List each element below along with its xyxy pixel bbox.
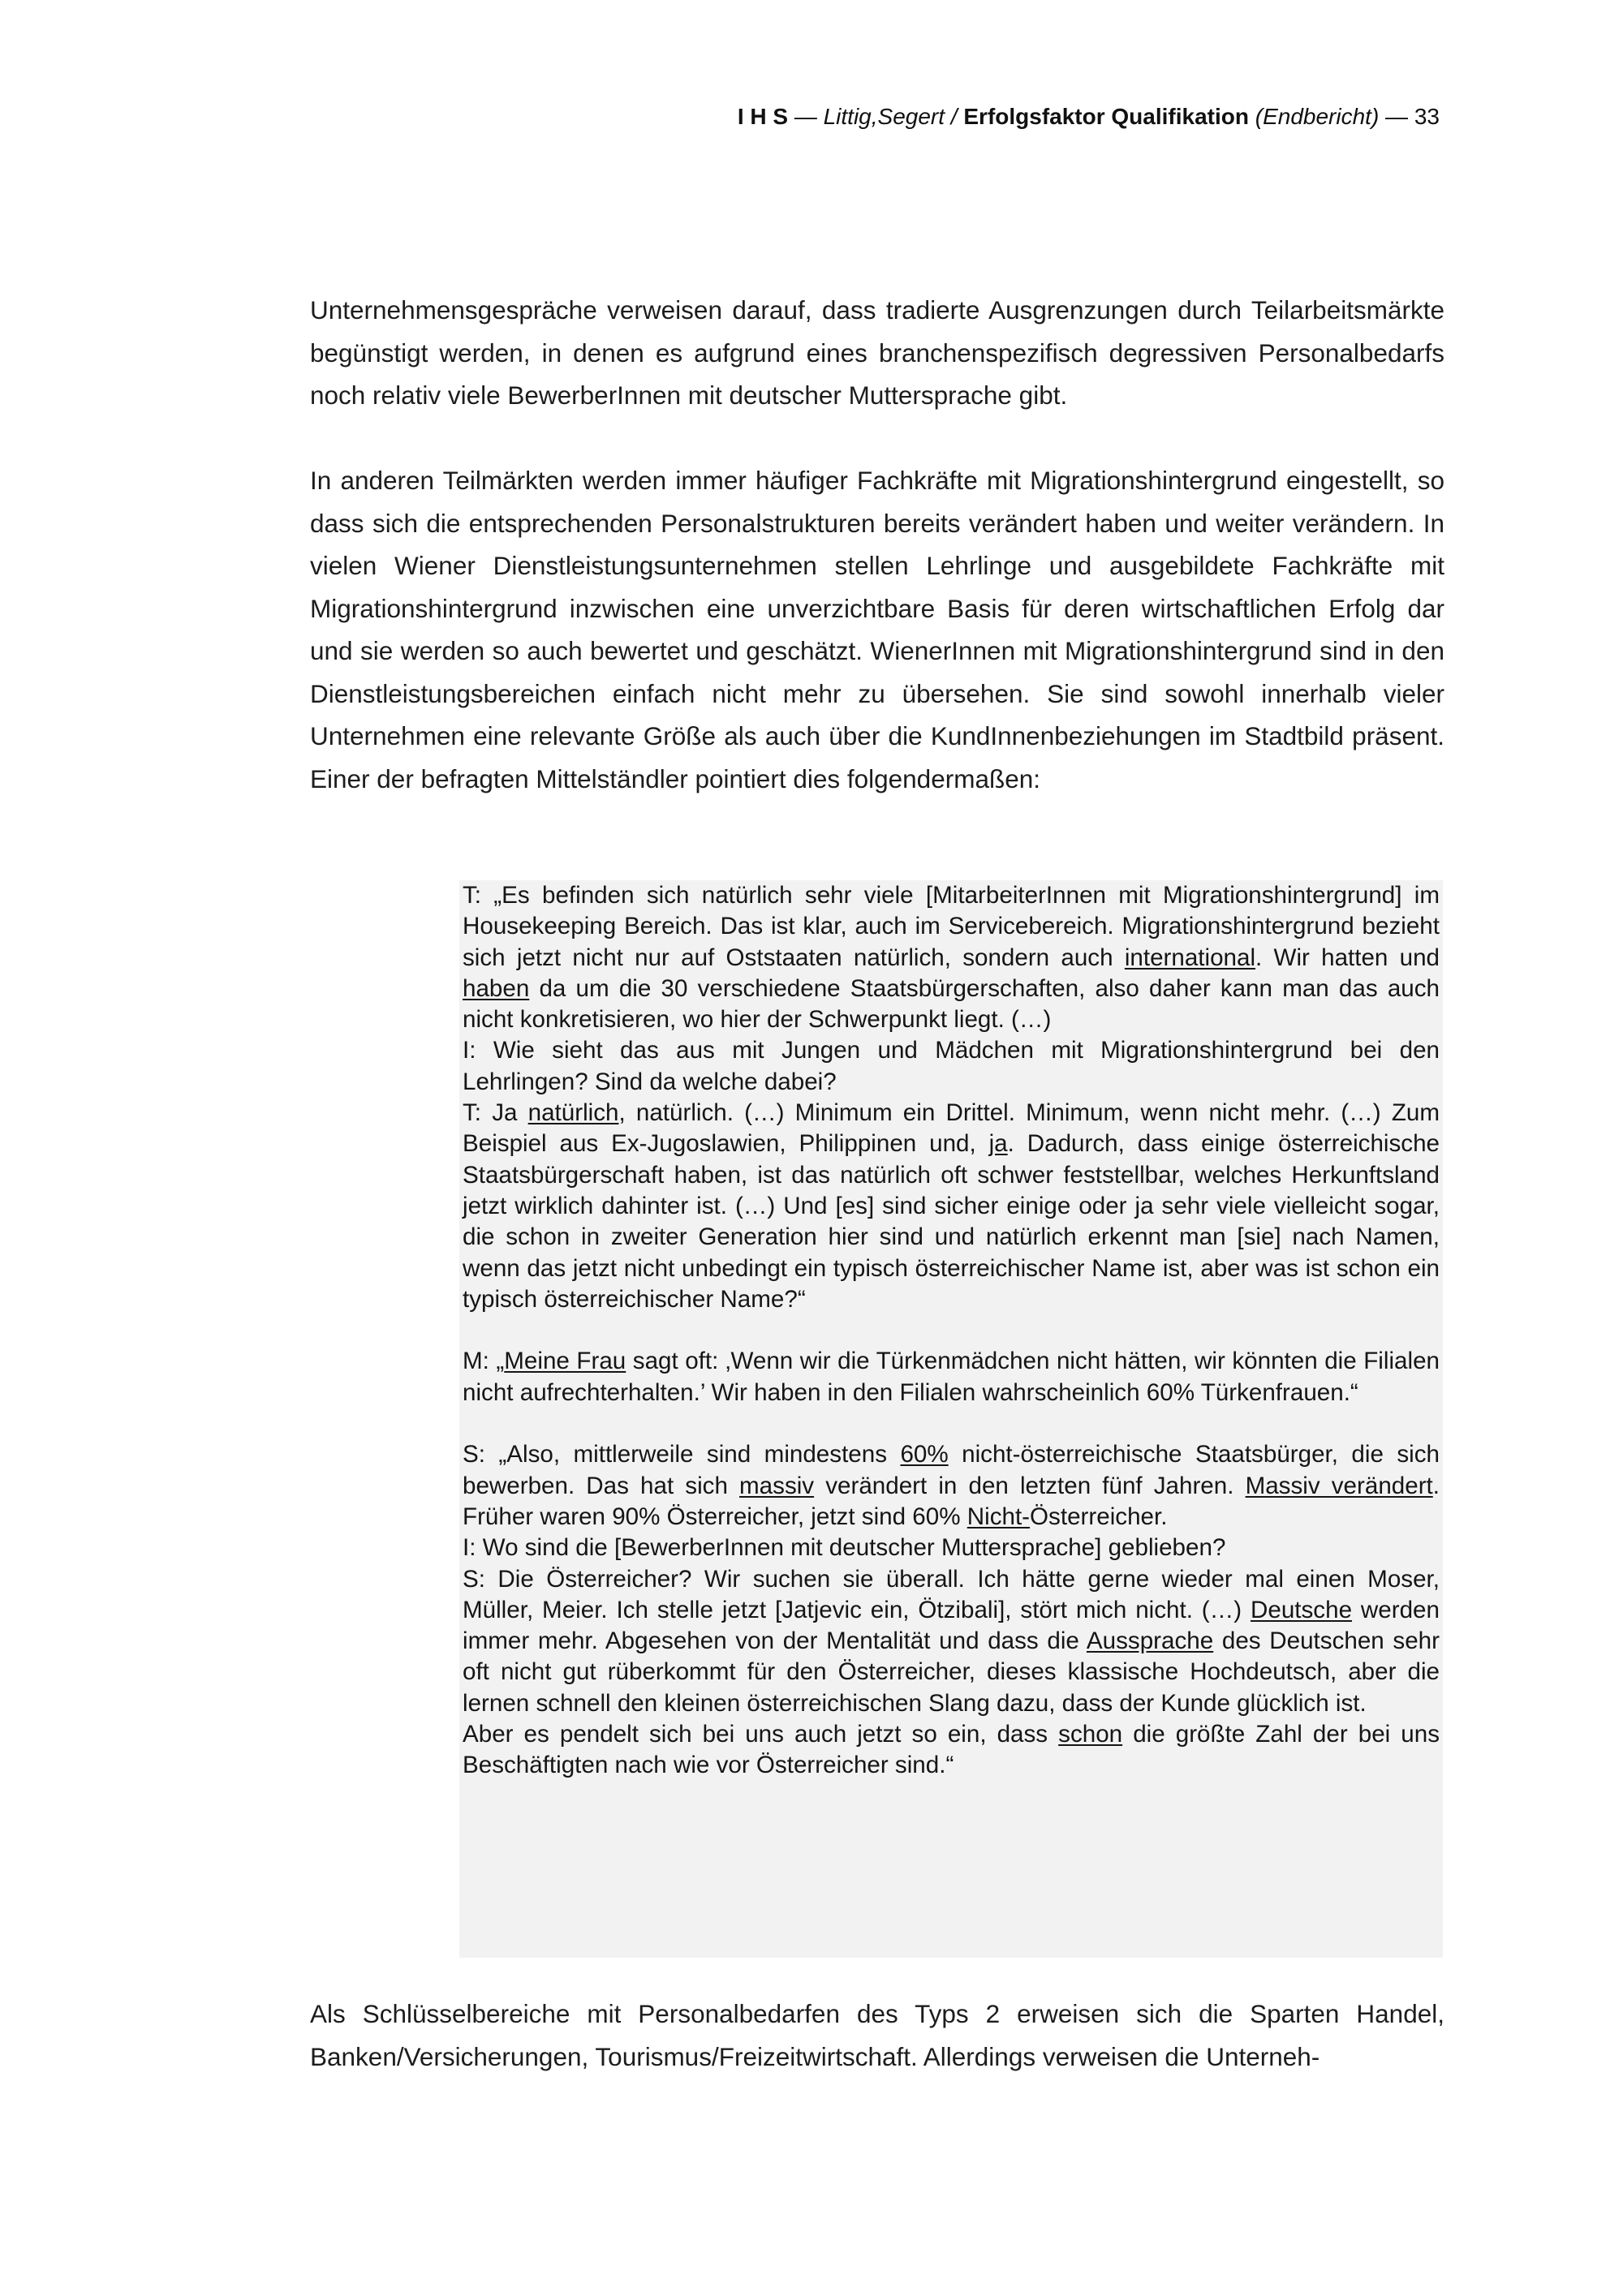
quote-speaker-s-2: S: Die Österreicher? Wir suchen sie überall. Ich hätte gerne wieder mal einen Moser, Müller, Meier. Ich stelle jetzt [Jatjevic ein, Ötzibali], stört mich nicht. (…) Deutsche werden immer mehr. Abgesehen von der Mentalität und dass die Aussprache des Deutschen sehr oft nicht gut rüberkommt für den Österreicher, dieses klassische Hochdeutsch, aber die lernen schnell den kleinen österreichischen Slang dazu, dass der Kunde glücklich ist. [463,1565,1440,1717]
quote-speaker-m: M: „Meine Frau sagt oft: ‚Wenn wir die Türkenmädchen nicht hätten, wir könnten die Filialen nicht aufrechterhalten.’ Wir haben in den Filialen wahrscheinlich 60% Türkenfrauen.“ [463,1348,1440,1406]
quote-speaker-s-3: Aber es pendelt sich bei uns auch jetzt so ein, dass schon die größte Zahl der bei uns Beschäftigten nach wie vor Österreicher sind.“ [463,1721,1440,1779]
interview-quote-block [459,880,1443,1958]
body-paragraph-3: Als Schlüsselbereiche mit Personalbedarfen des Typs 2 erweisen sich die Sparten Handel, Banken/Versicherungen, Tourismus/Freizeitwirtschaft. Allerdings verweisen die Unterneh- [310,1999,1444,2071]
header-authors: Littig,Segert / [823,104,958,129]
quote-interviewer-2: I: Wo sind die [BewerberInnen mit deutscher Muttersprache] geblieben? [463,1534,1226,1562]
header-dash: — [788,104,824,129]
header-dash: — [1379,104,1414,129]
page-number: 33 [1414,104,1440,129]
header-org: I H S [737,104,789,129]
quote-speaker-t-2: T: Ja natürlich, natürlich. (…) Minimum ein Drittel. Minimum, wenn nicht mehr. (…) Zum Beispiel aus Ex-Jugoslawien, Philippinen und, ja. Dadurch, dass einige österreichische Staatsbürgerschaft haben, ist das natürlich oft schwer feststellbar, welches Herkunftsland jetzt wirklich dahinter ist. (…) Und [es] sind sicher einige oder ja sehr viele vielleicht sogar, die schon in zweiter Generation hier sind und natürlich erkennt man [sie] nach Namen, wenn das jetzt nicht unbedingt ein typisch österreichischer Name ist, aber was ist schon ein typisch österreichischer Name?“ [463,1099,1440,1313]
header-title: Erfolgsfaktor Qualifikation [957,104,1255,129]
body-paragraph-2: In anderen Teilmärkten werden immer häufiger Fachkräfte mit Migrationshintergrund eingestellt, so dass sich die entsprechenden Personalstrukturen bereits verändert haben und weiter verändern. In vielen Wiener Dienstleistungsunternehmen stellen Lehrlinge und ausgebildete Fachkräfte mit Migrationshintergrund inzwischen eine unverzichtbare Basis für deren wirtschaftlichen Erfolg dar und sie werden so auch bewertet und geschätzt. WienerInnen mit Migrationshintergrund sind in den Dienstleistungsbereichen einfach nicht mehr zu übersehen. Sie sind sowohl innerhalb vieler Unternehmen eine relevante Größe als auch über die KundInnenbeziehungen im Stadtbild präsent. Einer der befragten Mittelständler pointiert dies folgendermaßen: [310,466,1444,793]
quote-speaker-t-1: T: „Es befinden sich natürlich sehr viele [MitarbeiterInnen mit Migrationshintergrund] im Housekeeping Bereich. Das ist klar, auch im Servicebereich. Migrationshintergrund bezieht sich jetzt nicht nur auf Oststaaten natürlich, sondern auch international. Wir hatten und haben da um die 30 verschiedene Staatsbürgerschaften, also daher kann man das auch nicht konkretisieren, wo hier der Schwerpunkt liegt. (…) [463,882,1440,1034]
quote-interviewer-1: I: Wie sieht das aus mit Jungen und Mädchen mit Migrationshintergrund bei den Lehrlingen? Sind da welche dabei? [463,1037,1440,1095]
running-header [738,101,1440,133]
header-subtitle: (Endbericht) [1255,104,1380,129]
quote-speaker-s-1: S: „Also, mittlerweile sind mindestens 60% nicht-österreichische Staatsbürger, die sich bewerben. Das hat sich massiv verändert in den letzten fünf Jahren. Massiv verändert. Früher waren 90% Österreicher, jetzt sind 60% Nicht-Österreicher. [463,1441,1440,1530]
body-paragraph-1: Unternehmensgespräche verweisen darauf, dass tradierte Ausgrenzungen durch Teilarbeitsmärkte begünstigt werden, in denen es aufgrund eines branchenspezifisch degressiven Personalbedarfs noch relativ viele BewerberInnen mit deutscher Muttersprache gibt. [310,295,1444,410]
